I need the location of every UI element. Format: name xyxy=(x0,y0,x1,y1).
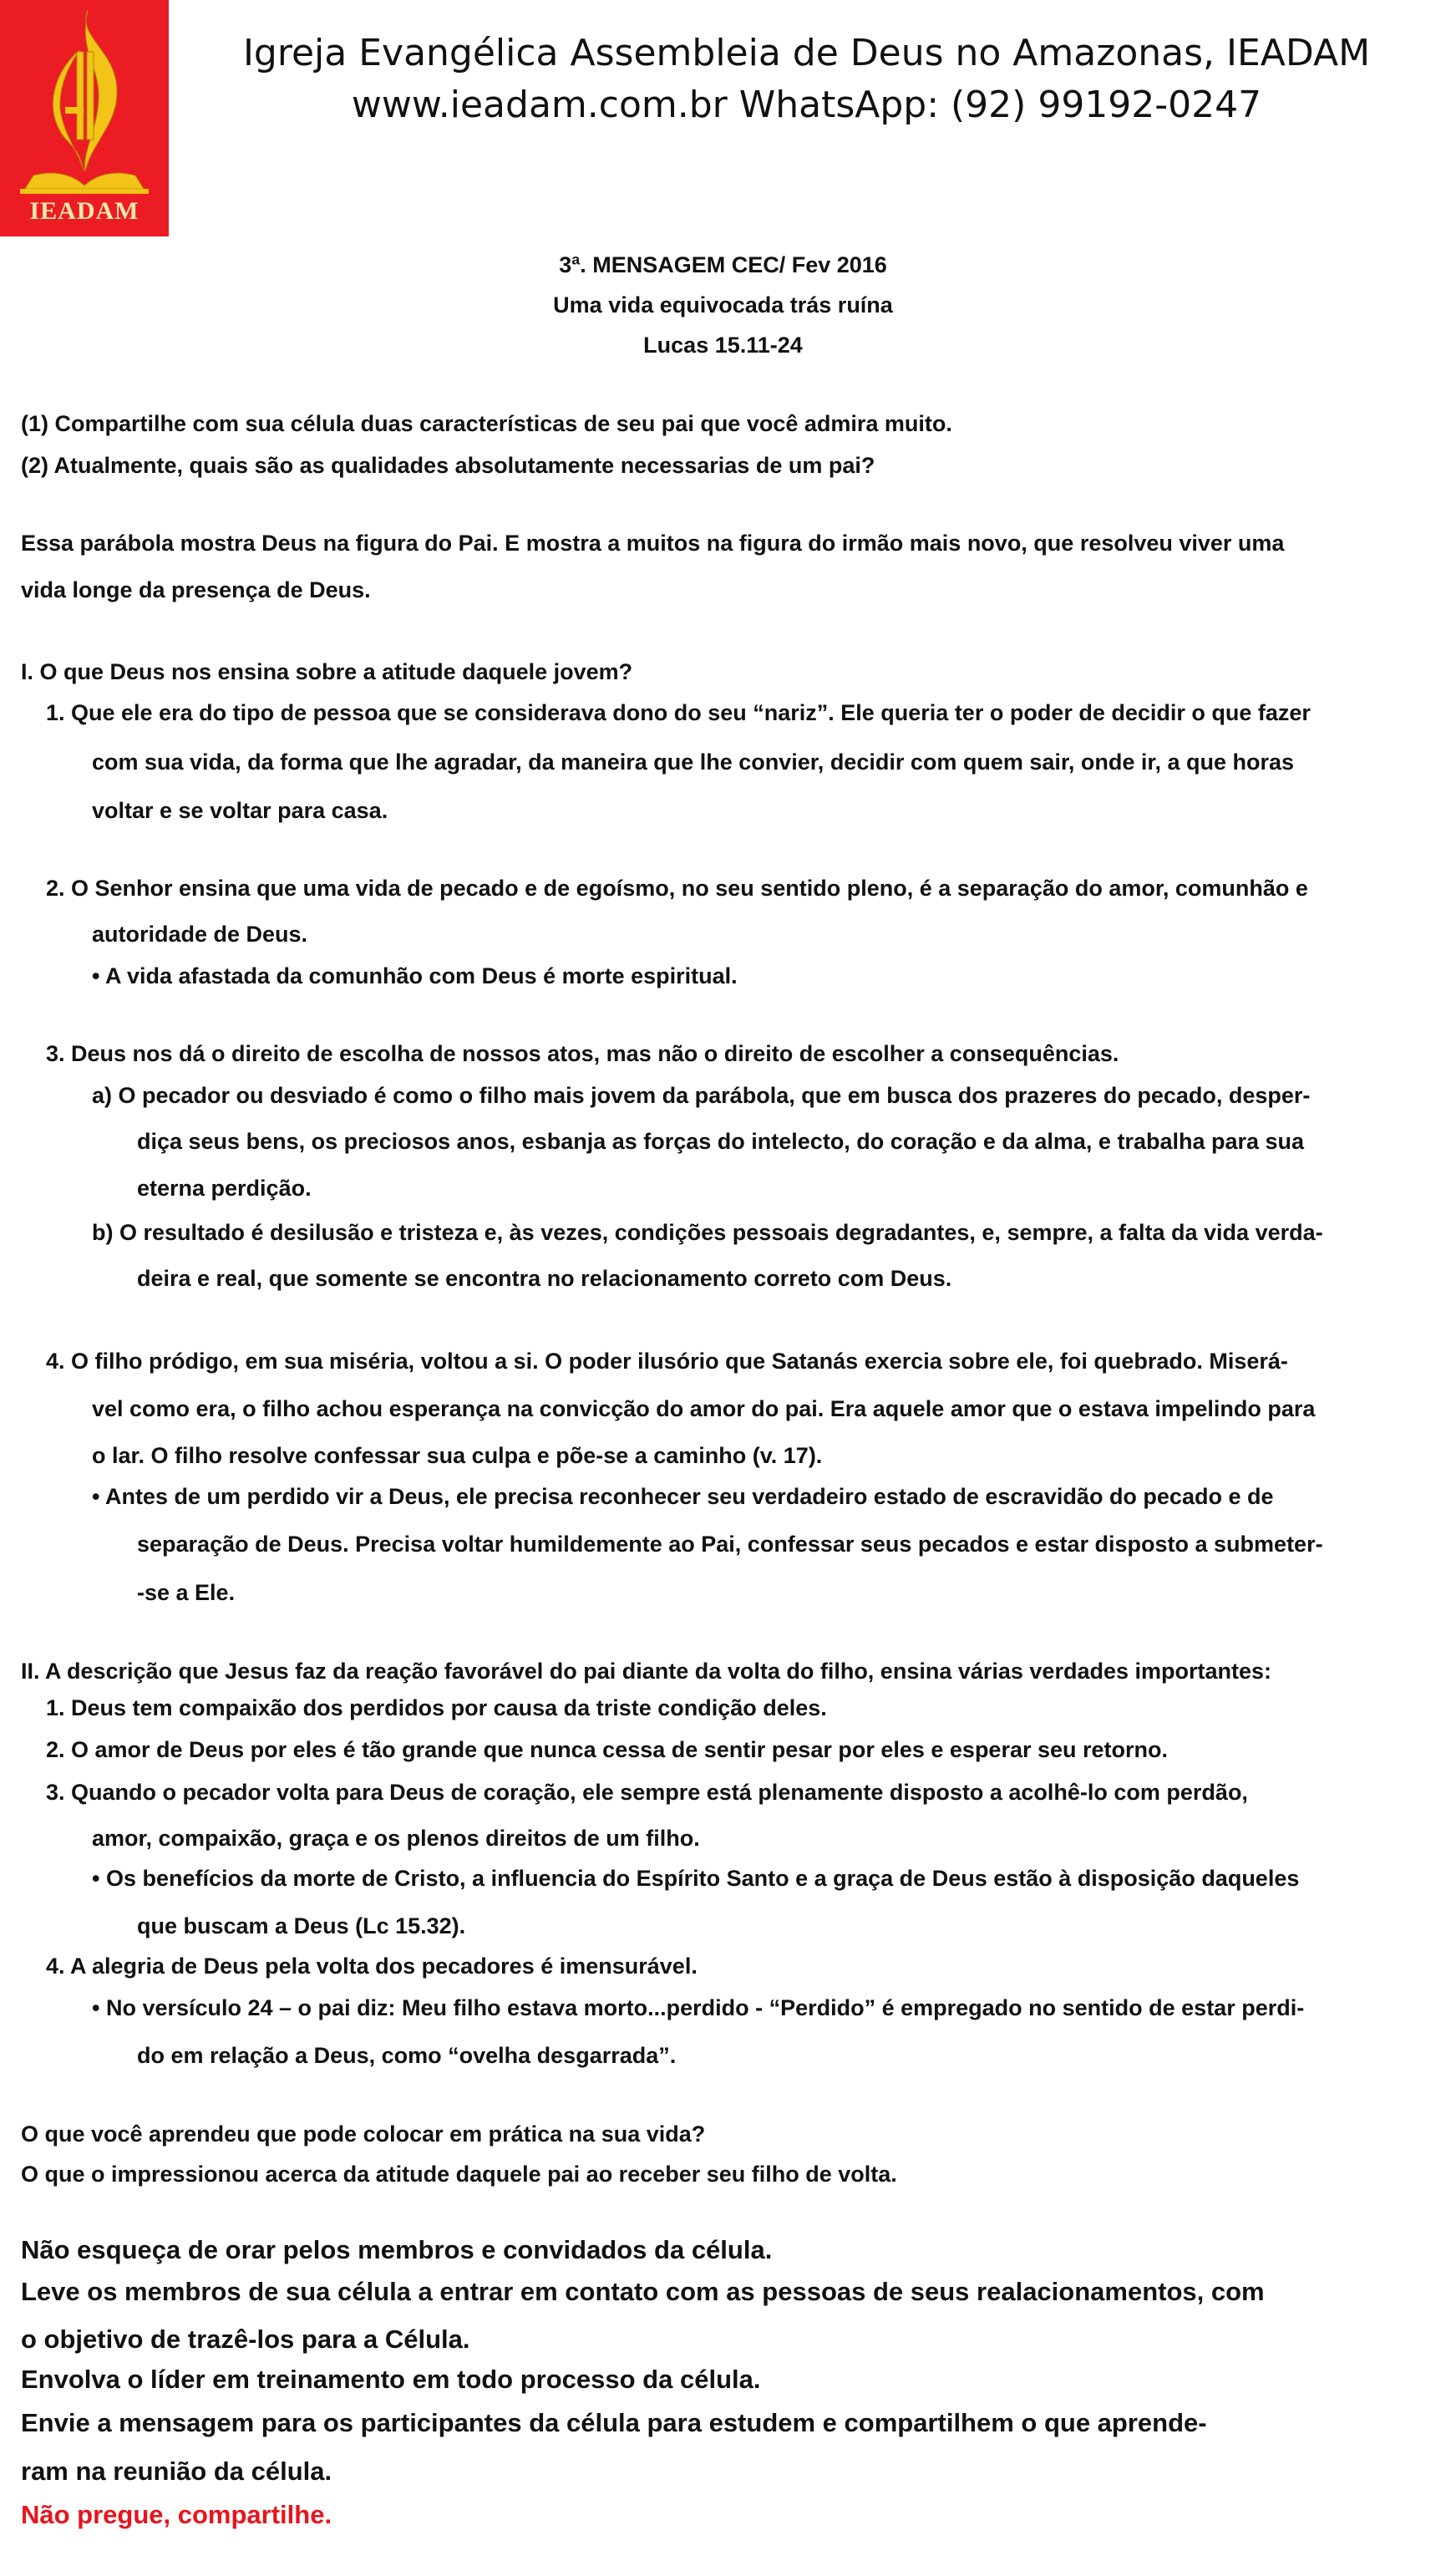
closing-instruction: Não esqueça de orar pelos membros e convidados da célula. xyxy=(21,2235,773,2264)
point-4-line: 4. O filho pródigo, em sua miséria, voltou a si. O poder ilusório que Satanás exercia sobre ele, foi quebrado. Miserá- xyxy=(46,1349,1288,1374)
point-4-line: o lar. O filho resolve confessar sua culpa e põe-se a caminho (v. 17). xyxy=(92,1443,823,1468)
section-2-line: 1. Deus tem compaixão dos perdidos por causa da triste condição deles. xyxy=(46,1695,827,1720)
point-3a-line: diça seus bens, os preciosos anos, esbanja as forças do intelecto, do coração e da alma, e trabalha para sua xyxy=(137,1129,1305,1154)
closing-instruction: Envolva o líder em treinamento em todo processo da célula. xyxy=(21,2365,761,2394)
message-title: Uma vida equivocada trás ruína xyxy=(553,292,893,318)
closing-instruction: o objetivo de trazê-los para a Célula. xyxy=(21,2324,470,2354)
message-number: 3ª. MENSAGEM CEC/ Fev 2016 xyxy=(559,252,887,277)
intro-line: Essa parábola mostra Deus na figura do Pai. E mostra a muitos na figura do irmão mais novo, que resolveu viver uma xyxy=(21,531,1285,556)
icebreaker-question-2: (2) Atualmente, quais são as qualidades absolutamente necessarias de um pai? xyxy=(21,453,875,478)
point-4-bullet: • Antes de um perdido vir a Deus, ele precisa reconhecer seu verdadeiro estado de escravidão do pecado e de xyxy=(92,1484,1274,1509)
reflection-question: O que o impressionou acerca da atitude daquele pai ao receber seu filho de volta. xyxy=(21,2162,897,2187)
section-2-bullet: do em relação a Deus, como “ovelha desgarrada”. xyxy=(137,2043,677,2068)
section-2-line: 2. O amor de Deus por eles é tão grande que nunca cessa de sentir pesar por eles e esperar seu retorno. xyxy=(46,1737,1169,1762)
point-4-line: vel como era, o filho achou esperança na convicção do amor do pai. Era aquele amor que o estava impelindo para xyxy=(92,1396,1316,1421)
intro-line: vida longe da presença de Deus. xyxy=(21,577,371,602)
closing-instruction: Leve os membros de sua célula a entrar em contato com as pessoas de seus realacionamentos, com xyxy=(21,2277,1265,2306)
point-2-bullet: • A vida afastada da comunhão com Deus é morte espiritual. xyxy=(92,963,738,988)
point-2-line: autoridade de Deus. xyxy=(92,922,308,947)
section-1-heading: I. O que Deus nos ensina sobre a atitude daquele jovem? xyxy=(21,659,633,684)
point-3a-line: eterna perdição. xyxy=(137,1176,312,1201)
section-2-line: 4. A alegria de Deus pela volta dos pecadores é imensurável. xyxy=(46,1954,698,1979)
section-2-line: 3. Quando o pecador volta para Deus de coração, ele sempre está plenamente disposto a acolhê-lo com perdão, xyxy=(46,1780,1248,1805)
point-3b-line: b) O resultado é desilusão e tristeza e, às vezes, condições pessoais degradantes, e, sempre, a falta da vida verda- xyxy=(92,1220,1323,1245)
contact-info: www.ieadam.com.br WhatsApp: (92) 99192-0247 xyxy=(351,84,1262,126)
reflection-question: O que você aprendeu que pode colocar em prática na sua vida? xyxy=(21,2121,706,2147)
point-4-bullet: -se a Ele. xyxy=(137,1580,236,1605)
point-3a-line: a) O pecador ou desviado é como o filho mais jovem da parábola, que em busca dos prazeres do pecado, desper- xyxy=(92,1083,1311,1108)
section-2-line: amor, compaixão, graça e os plenos direitos de um filho. xyxy=(92,1826,700,1851)
scripture-reference: Lucas 15.11-24 xyxy=(643,333,803,358)
church-name: Igreja Evangélica Assembleia de Deus no Amazonas, IEADAM xyxy=(242,32,1371,74)
point-1-line: com sua vida, da forma que lhe agradar, da maneira que lhe convier, decidir com quem sair, onde ir, a que horas xyxy=(92,749,1294,775)
section-2-heading: II. A descrição que Jesus faz da reação favorável do pai diante da volta do filho, ensina várias verdades importantes: xyxy=(21,1659,1272,1684)
point-1-line: 1. Que ele era do tipo de pessoa que se considerava dono do seu “nariz”. Ele queria ter o poder de decidir o que fazer xyxy=(46,700,1311,725)
point-4-bullet: separação de Deus. Precisa voltar humildemente ao Pai, confessar seus pecados e estar disposto a submeter- xyxy=(137,1532,1323,1557)
section-2-bullet: que buscam a Deus (Lc 15.32). xyxy=(137,1913,466,1938)
icebreaker-question-1: (1) Compartilhe com sua célula duas características de seu pai que você admira muito. xyxy=(21,411,952,436)
section-2-bullet: • Os benefícios da morte de Cristo, a influencia do Espírito Santo e a graça de Deus estão à disposição daqueles xyxy=(92,1866,1300,1891)
closing-instruction: Envie a mensagem para os participantes da célula para estudem e compartilhem o que aprende- xyxy=(21,2408,1207,2437)
ieadam-logo xyxy=(0,0,169,236)
section-2-bullet: • No versículo 24 – o pai diz: Meu filho estava morto...perdido - “Perdido” é empregado no sentido de estar perdi- xyxy=(92,1995,1305,2020)
point-3-line: 3. Deus nos dá o direito de escolha de nossos atos, mas não o direito de escolher a consequências. xyxy=(46,1041,1119,1066)
closing-instruction: ram na reunião da célula. xyxy=(21,2457,332,2486)
point-3b-line: deira e real, que somente se encontra no relacionamento correto com Deus. xyxy=(137,1266,952,1291)
logo-wordmark: IEADAM xyxy=(29,197,140,225)
point-1-line: voltar e se voltar para casa. xyxy=(92,798,388,823)
point-2-line: 2. O Senhor ensina que uma vida de pecado e de egoísmo, no seu sentido pleno, é a separação do amor, comunhão e xyxy=(46,876,1308,901)
closing-highlight: Não pregue, compartilhe. xyxy=(21,2500,332,2529)
